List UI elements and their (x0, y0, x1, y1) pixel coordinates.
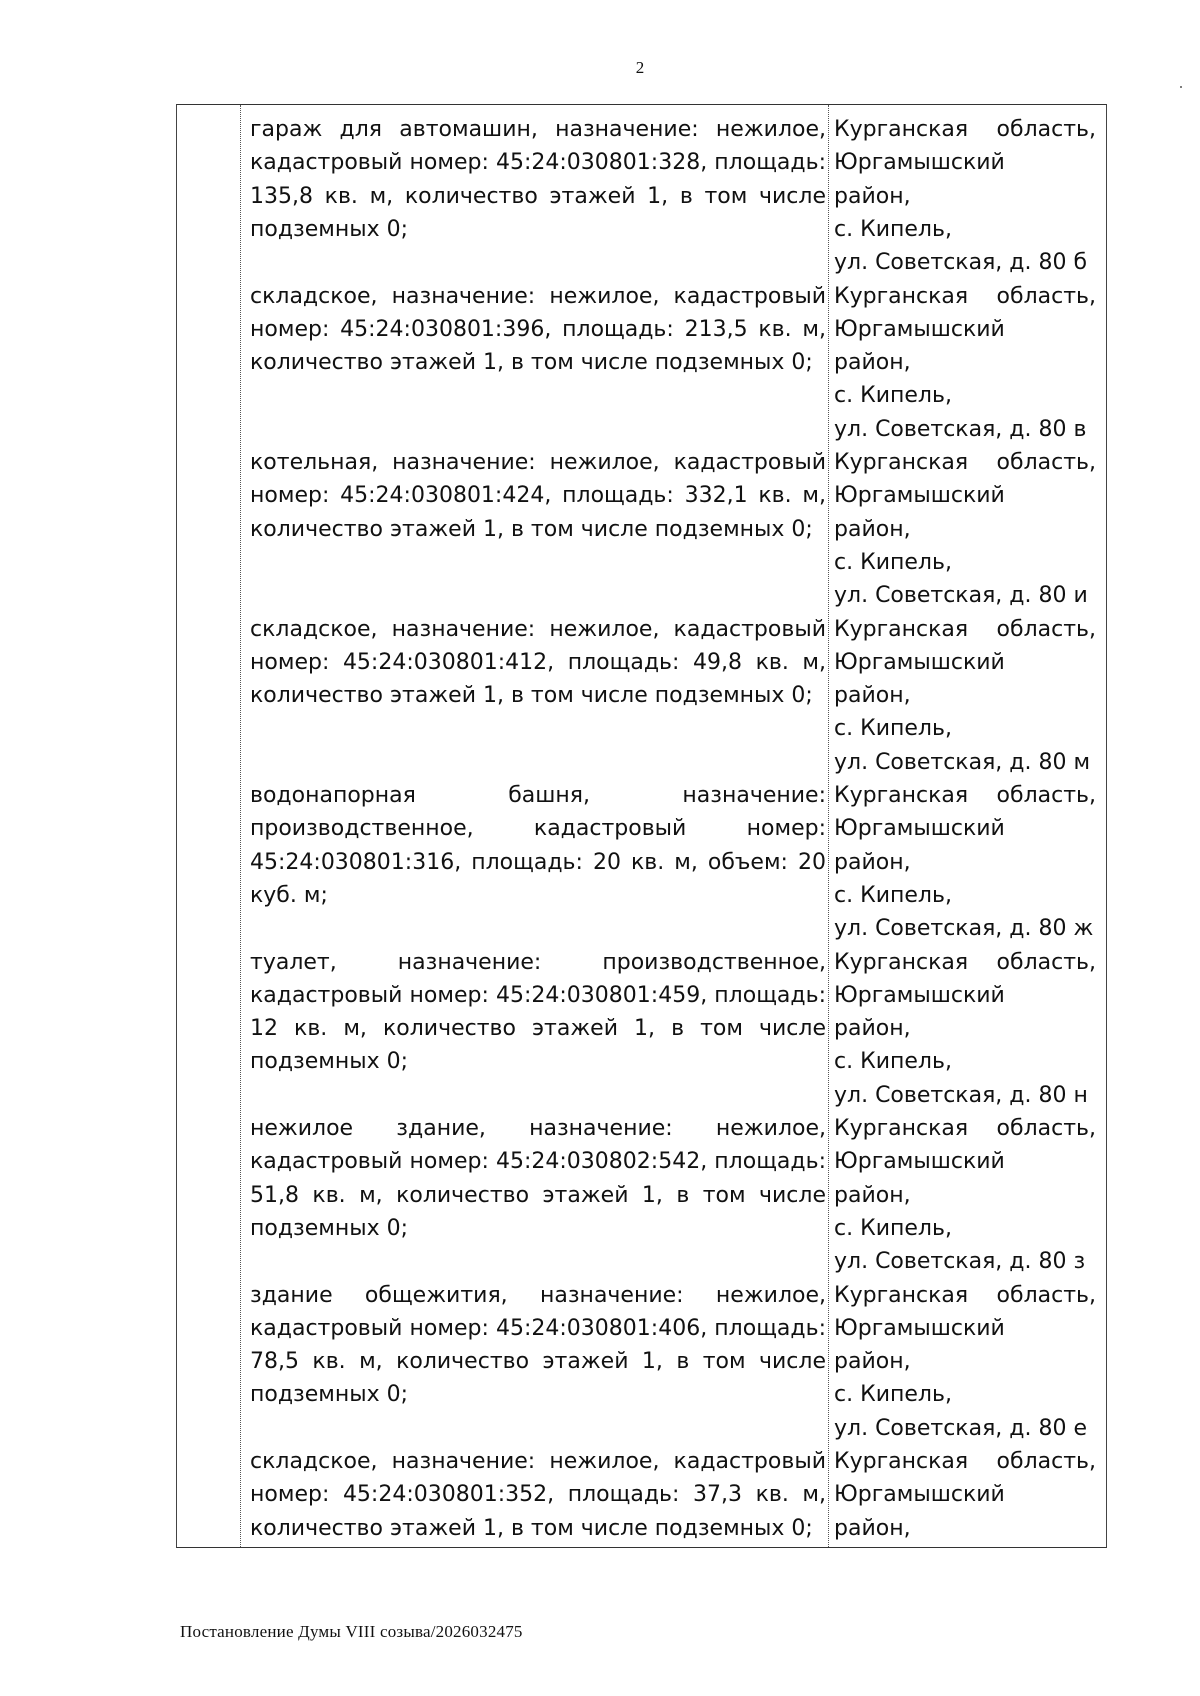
row-number-cell (177, 1445, 241, 1612)
property-description: водонапорная башня, назначение: производственное, кадастровый номер: 45:24:030801:316, площадь: 20 кв. м, объем: 20 куб. м; (250, 783, 826, 908)
address-region: Курганская область, (834, 450, 1096, 475)
property-description: здание общежития, назначение: нежилое, кадастровый номер: 45:24:030801:406, площадь: 78,5 кв. м, количество этажей 1, в том числе подземных 0; (250, 1282, 826, 1408)
property-address (826, 613, 1104, 780)
property-address (826, 946, 1104, 1113)
table-row (177, 1112, 1106, 1279)
address-region: Курганская область, (834, 949, 1096, 975)
address-district: Юргамышский (834, 316, 1005, 342)
property-description: складское, назначение: нежилое, кадастровый номер: 45:24:030801:412, площадь: 49,8 кв. м, количество этажей 1, в том числе подземных 0; (250, 616, 826, 709)
address-district-type: район, (834, 683, 911, 709)
address-district-type: район, (834, 1182, 911, 1208)
property-address (826, 280, 1104, 447)
property-description: котельная, назначение: нежилое, кадастровый номер: 45:24:030801:424, площадь: 332,1 кв. м, количество этажей 1, в том числе подземных 0; (250, 450, 826, 542)
property-description: складское, назначение: нежилое, кадастровый номер: 45:24:030801:396, площадь: 213,5 кв. м, количество этажей 1, в том числе подземных 0; (250, 283, 826, 376)
property-address (826, 446, 1104, 613)
address-district-type: район, (834, 1016, 911, 1042)
address-street: ул. Советская, д. 80 ж (834, 916, 1094, 942)
address-village: с. Кипель, (834, 882, 952, 908)
row-number-cell (177, 1279, 241, 1446)
table-row (177, 113, 1106, 280)
row-number-cell (177, 446, 241, 613)
document-footer: Постановление Думы VIII созыва/2026032475 (180, 1622, 523, 1641)
table-body (177, 113, 1106, 1612)
address-village: с. Кипель, (834, 1382, 952, 1408)
table-row (177, 1445, 1106, 1612)
table-row (177, 779, 1106, 946)
property-description: гараж для автомашин, назначение: нежилое, кадастровый номер: 45:24:030801:328, площадь: 135,8 кв. м, количество этажей 1, в том числе подземных 0; (250, 117, 826, 242)
address-street: ул. Советская, д. 80 е (834, 1415, 1088, 1441)
address-district: Юргамышский (834, 982, 1005, 1008)
table-row (177, 1279, 1106, 1446)
address-street: ул. Советская, д. 80 б (834, 250, 1088, 276)
address-region: Курганская область, (834, 1449, 1096, 1474)
property-address (826, 1445, 1104, 1612)
property-description: туалет, назначение: производственное, кадастровый номер: 45:24:030801:459, площадь: 12 кв. м, количество этажей 1, в том числе подземных 0; (250, 949, 826, 1075)
table-row (177, 613, 1106, 780)
address-district-type: район, (834, 516, 911, 542)
address-region: Курганская область, (834, 1282, 1096, 1308)
address-region: Курганская область, (834, 1116, 1096, 1141)
address-street: ул. Советская, д. 80 м (834, 749, 1091, 775)
address-street: ул. Советская, д. 80 н (834, 1082, 1088, 1108)
row-number-cell (177, 1112, 241, 1279)
address-village: с. Кипель, (834, 216, 952, 242)
row-number-cell (177, 113, 241, 280)
row-number-cell (177, 280, 241, 447)
table-row (177, 946, 1106, 1113)
address-region: Курганская область, (834, 616, 1096, 642)
address-region: Курганская область, (834, 117, 1096, 142)
address-district-type: район, (834, 849, 911, 875)
address-district: Юргамышский (834, 1315, 1005, 1341)
property-table (176, 104, 1107, 1548)
address-region: Курганская область, (834, 783, 1096, 808)
address-street: ул. Советская, д. 80 и (834, 583, 1088, 609)
address-district: Юргамышский (834, 1482, 1005, 1508)
address-village: с. Кипель, (834, 716, 952, 742)
address-district: Юргамышский (834, 649, 1005, 675)
address-village: с. Кипель, (834, 383, 952, 409)
row-number-cell (177, 779, 241, 946)
address-district-type: район, (834, 1349, 911, 1375)
table-row (177, 446, 1106, 613)
address-district: Юргамышский (834, 483, 1005, 509)
address-region: Курганская область, (834, 283, 1096, 309)
property-description: нежилое здание, назначение: нежилое, кадастровый номер: 45:24:030802:542, площадь: 51,8 кв. м, количество этажей 1, в том числе подземных 0; (250, 1116, 826, 1241)
property-address (826, 1279, 1104, 1446)
address-district: Юргамышский (834, 150, 1005, 176)
address-district: Юргамышский (834, 1149, 1005, 1175)
address-street: ул. Советская, д. 80 з (834, 1249, 1086, 1275)
row-number-cell (177, 946, 241, 1113)
property-address (826, 1112, 1104, 1279)
table-row (177, 280, 1106, 447)
scan-speck (1180, 86, 1182, 88)
page-number: 2 (635, 58, 645, 77)
property-address (826, 779, 1104, 946)
address-district-type: район, (834, 350, 911, 376)
address-district-type: район, (834, 1515, 911, 1541)
property-address (826, 113, 1104, 280)
property-description: складское, назначение: нежилое, кадастровый номер: 45:24:030801:352, площадь: 37,3 кв. м, количество этажей 1, в том числе подземных 0; (250, 1449, 826, 1541)
address-village: с. Кипель, (834, 549, 952, 575)
address-village: с. Кипель, (834, 1049, 952, 1075)
address-district-type: район, (834, 183, 911, 209)
row-number-cell (177, 613, 241, 780)
address-village: с. Кипель, (834, 1215, 952, 1241)
address-street: ул. Советская, д. 80 в (834, 416, 1087, 442)
address-district: Юргамышский (834, 816, 1005, 842)
